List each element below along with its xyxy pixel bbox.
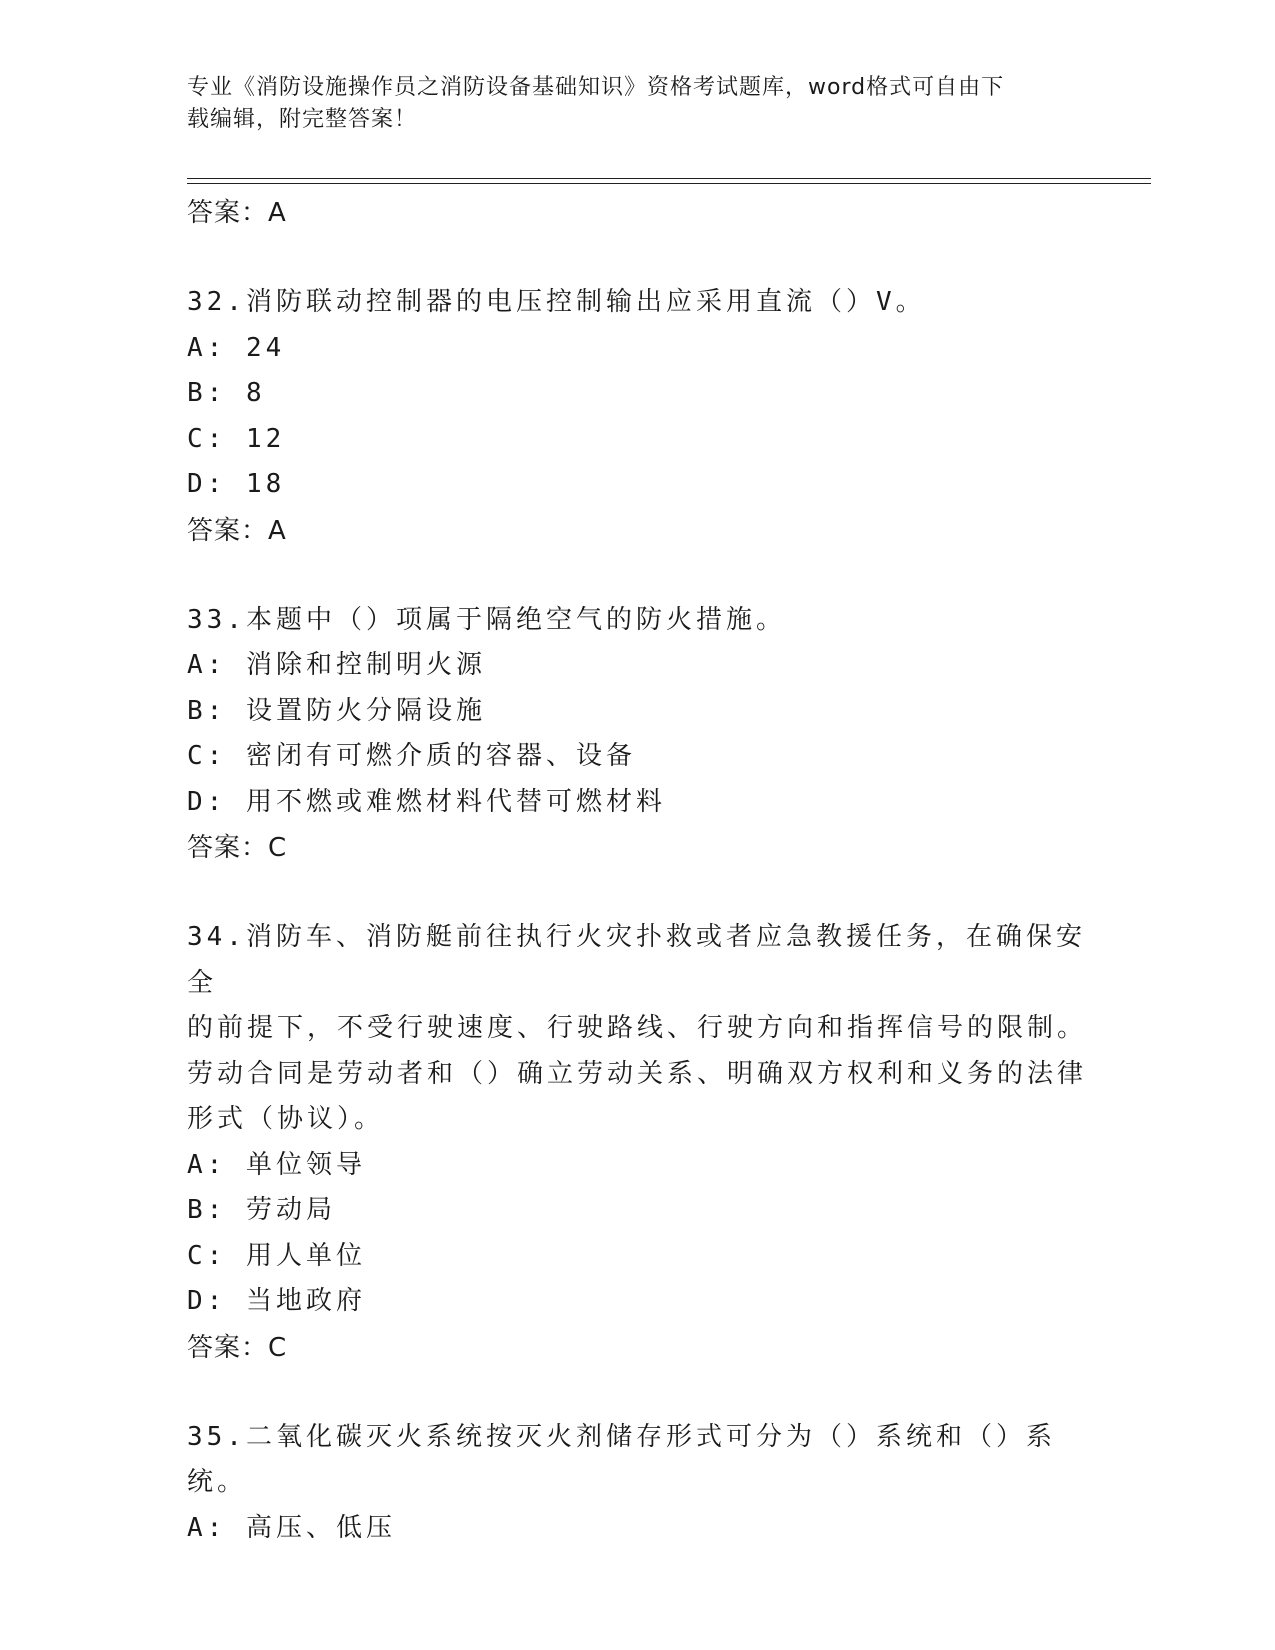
header-divider-bottom (187, 183, 1151, 184)
question-32 (187, 280, 1087, 554)
option-c: C: 用人单位 (187, 1240, 366, 1271)
question-stem: 35.二氧化碳灭火系统按灭火剂储存形式可分为（）系统和（）系统。 (187, 1421, 1056, 1497)
answer-line: 答案：C (187, 833, 288, 863)
question-33 (187, 598, 1087, 872)
question-stem-line-4: 形式（协议）。 (187, 1104, 385, 1134)
question-34 (187, 915, 1087, 1371)
document-header (187, 72, 1067, 136)
answer-line: 答案：A (187, 198, 287, 228)
header-line-1: 专业《消防设施操作员之消防设备基础知识》资格考试题库，word格式可自由下 (187, 75, 1005, 100)
question-stem-line-2: 的前提下，不受行驶速度、行驶路线、行驶方向和指挥信号的限制。 (187, 1013, 1088, 1043)
option-b: B: 劳动局 (187, 1195, 336, 1225)
option-d: D: 当地政府 (187, 1286, 366, 1316)
question-stem: 32.消防联动控制器的电压控制输出应采用直流（）V。 (187, 287, 926, 317)
option-c: C: 12 (187, 423, 286, 454)
answer-line: 答案：A (187, 515, 287, 546)
option-a: A: 24 (187, 332, 286, 363)
question-stem: 33.本题中（）项属于隔绝空气的防火措施。 (187, 604, 786, 635)
question-stem-line-1: 34.消防车、消防艇前往执行火灾扑救或者应急教援任务，在确保安全 (187, 922, 1086, 998)
option-a: A: 单位领导 (187, 1149, 366, 1180)
header-divider-top (187, 178, 1151, 179)
question-stem-line-3: 劳动合同是劳动者和（）确立劳动关系、明确双方权利和义务的法律 (187, 1058, 1088, 1089)
answer-line: 答案：C (187, 1332, 288, 1363)
option-c: C: 密闭有可燃介质的容器、设备 (187, 741, 636, 771)
option-d: D: 用不燃或难燃材料代替可燃材料 (187, 786, 666, 817)
header-line-2: 载编辑，附完整答案！ (187, 107, 418, 132)
option-a: A: 高压、低压 (187, 1512, 396, 1543)
question-35 (187, 1415, 1087, 1552)
option-a: A: 消除和控制明火源 (187, 650, 486, 680)
option-b: B: 设置防火分隔设施 (187, 695, 486, 726)
option-d: D: 18 (187, 469, 286, 499)
option-b: B: 8 (187, 378, 266, 408)
question-list (187, 190, 1087, 1551)
